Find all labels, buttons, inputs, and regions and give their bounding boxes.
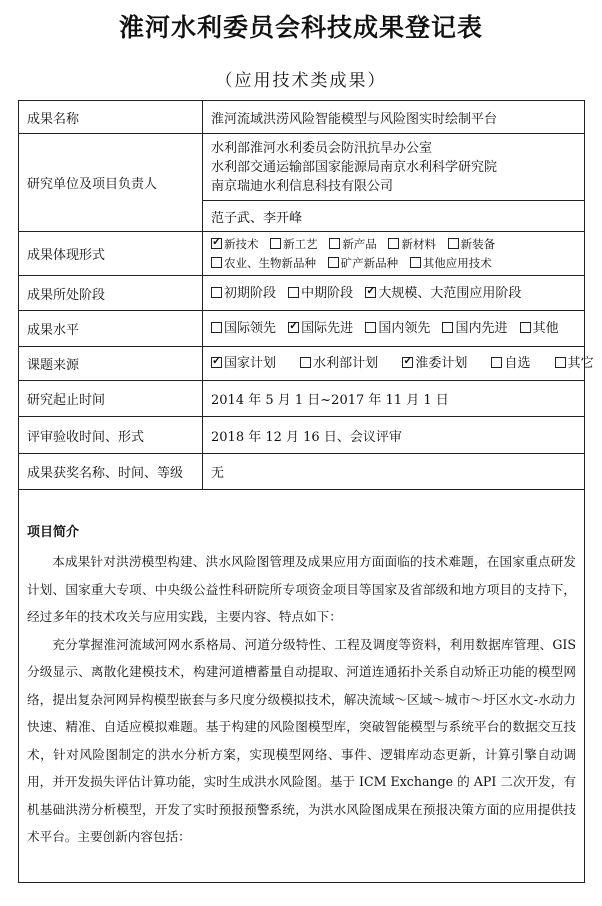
summary-cell (19, 490, 585, 883)
row-source (19, 347, 585, 381)
option[interactable]: 自选 (491, 354, 530, 373)
row-stage (19, 276, 585, 311)
value-name: 淮河流域洪涝风险智能模型与风险图实时绘制平台 (203, 101, 585, 134)
option[interactable]: 新材料 (388, 235, 436, 254)
option[interactable]: ✓ 国家计划 (211, 354, 276, 373)
value-form (203, 232, 585, 276)
form-options-line1 (211, 235, 576, 254)
org-line: 水利部交通运输部国家能源局南京水利科学研究院 (211, 159, 498, 175)
option[interactable]: 新工艺 (270, 235, 318, 254)
label-level: 成果水平 (19, 311, 203, 347)
row-name (19, 101, 585, 134)
option[interactable]: 农业、生物新品种 (211, 254, 316, 273)
summary-paragraph: 充分掌握淮河流域河网水系格局、河道分级特性、工程及调度等资料，利用数据库管理、GIS 分级显示、离散化建模技术，构建河道槽蓄量自动提取、河道连通拓扑关系自动矫正功能的模型网络，提出复杂河网异构模型嵌套与多尺度分级模拟技术，解决流域～区域～城市～圩区水文-水动力快速、精准、自适应模拟难题。基于构建的风险图模型库，突破智能模型与系统平台的数据交互技术，针对风险图制定的洪水分析方案，实现模型网络、事件、逻辑库动态更新，计算引擎自动调用，并开发损失评估计算功能，实时生成洪水风险图。基于 ICM Exchange 的 API 二次开发，有机基础洪涝分析模型，开发了实时预报预警系统，为洪水风险图成果在预报决策方面的应用提供技术平台。主要创新内容包括： (27, 636, 576, 845)
checkbox-icon[interactable] (491, 357, 502, 368)
row-form (19, 232, 585, 276)
summary-paragraph: 本成果针对洪涝模型构建、洪水风险图管理及成果应用方面面临的技术难题，在国家重点研发计划、国家重大专项、中央级公益性科研院所专项资金项目等国家及省部级和地方项目的支持下，经过多年的技术攻关与应用实践，主要内容、特点如下： (27, 554, 576, 625)
checkbox-icon[interactable] (448, 238, 459, 249)
label-stage: 成果所处阶段 (19, 276, 203, 311)
checkbox-icon[interactable] (211, 322, 222, 333)
checkbox-icon[interactable] (329, 238, 340, 249)
option[interactable]: ✓ 大规模、大范围应用阶段 (365, 284, 521, 303)
checkbox-icon[interactable] (442, 322, 453, 333)
registration-table (18, 100, 594, 883)
option[interactable]: 其它 (555, 354, 594, 373)
option[interactable]: 初期阶段 (211, 284, 276, 303)
value-level (203, 311, 585, 347)
label-period: 研究起止时间 (19, 381, 203, 417)
checkbox-icon[interactable] (555, 357, 566, 368)
label-form: 成果体现形式 (19, 232, 203, 276)
option[interactable]: 其他应用技术 (410, 254, 492, 273)
checkbox-icon[interactable] (410, 257, 421, 268)
checkbox-icon[interactable] (365, 322, 376, 333)
label-award: 成果获奖名称、时间、等级 (19, 454, 203, 490)
value-source (203, 347, 594, 381)
checkbox-icon[interactable] (288, 287, 299, 298)
checkbox-icon[interactable] (328, 257, 339, 268)
row-award (19, 454, 585, 490)
page-subtitle: （应用技术类成果） (215, 71, 387, 91)
checkbox-checked-icon[interactable] (402, 357, 413, 368)
checkbox-checked-icon[interactable] (211, 238, 222, 249)
form-options-line2 (211, 254, 576, 273)
value-orgs (203, 134, 585, 201)
row-review (19, 417, 585, 454)
checkbox-icon[interactable] (520, 322, 531, 333)
option[interactable]: 水利部计划 (300, 354, 378, 373)
value-stage (203, 276, 585, 311)
checkbox-checked-icon[interactable] (365, 287, 376, 298)
option[interactable]: ✓新技术 (211, 235, 259, 254)
option[interactable]: 国际领先 (211, 319, 276, 338)
option[interactable]: ✓ 淮委计划 (402, 354, 467, 373)
row-summary (19, 490, 585, 883)
label-name: 成果名称 (19, 101, 203, 134)
checkbox-icon[interactable] (388, 238, 399, 249)
checkbox-icon[interactable] (300, 357, 311, 368)
option[interactable]: 国内领先 (365, 319, 430, 338)
page-title: 淮河水利委员会科技成果登记表 (118, 13, 483, 42)
row-level (19, 311, 585, 347)
row-period (19, 381, 585, 417)
label-units: 研究单位及项目负责人 (19, 134, 203, 232)
org-line: 南京瑞迪水利信息科技有限公司 (211, 178, 394, 194)
option[interactable]: 新产品 (329, 235, 377, 254)
org-line: 水利部淮河水利委员会防汛抗旱办公室 (211, 140, 433, 156)
value-period: 2014 年 5 月 1 日~2017 年 11 月 1 日 (203, 381, 585, 417)
option[interactable]: 矿产新品种 (328, 254, 399, 273)
value-review: 2018 年 12 月 16 日、会议评审 (203, 417, 585, 454)
summary-heading: 项目简介 (27, 525, 80, 541)
option[interactable]: 新装备 (448, 235, 496, 254)
value-award: 无 (203, 454, 585, 490)
option[interactable]: 中期阶段 (288, 284, 353, 303)
checkbox-icon[interactable] (211, 257, 222, 268)
checkbox-checked-icon[interactable] (288, 322, 299, 333)
label-source: 课题来源 (19, 347, 203, 381)
checkbox-checked-icon[interactable] (211, 357, 222, 368)
option[interactable]: ✓ 国际先进 (288, 319, 353, 338)
checkbox-icon[interactable] (211, 287, 222, 298)
value-leaders: 范子武、李开峰 (203, 201, 585, 232)
option[interactable]: 国内先进 (442, 319, 507, 338)
option[interactable]: 其他 (520, 319, 559, 338)
row-units (19, 134, 585, 201)
checkbox-icon[interactable] (270, 238, 281, 249)
label-review: 评审验收时间、形式 (19, 417, 203, 454)
